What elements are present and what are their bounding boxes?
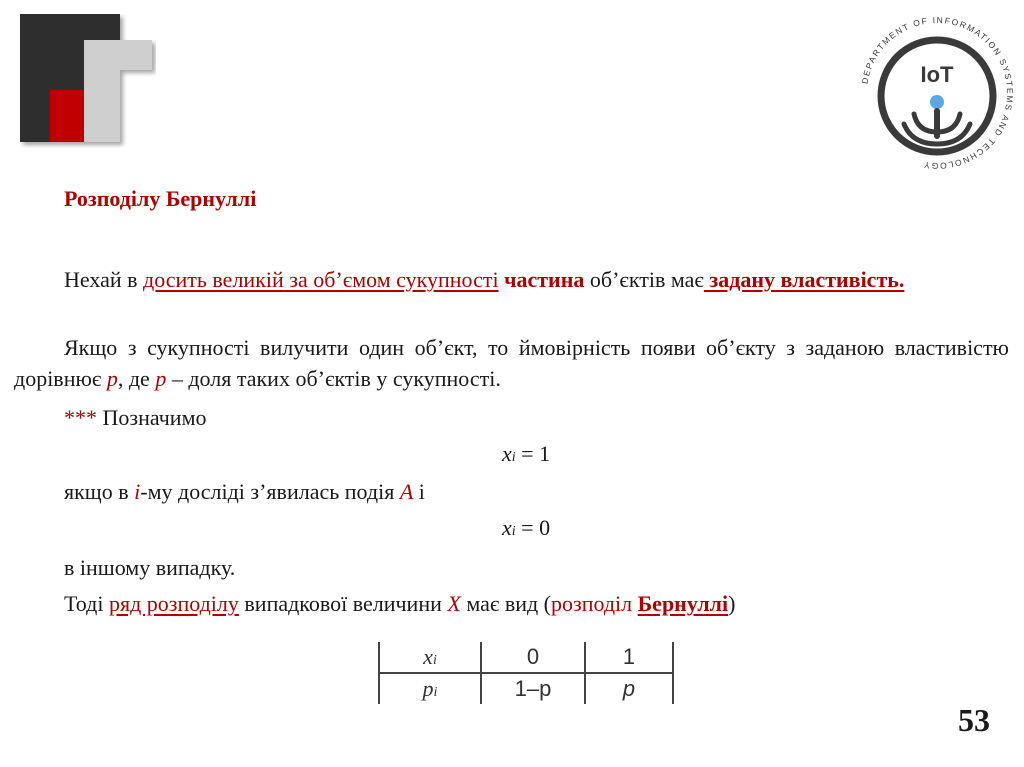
table-cell: 1 [585,642,673,673]
logo-dot-icon [930,95,944,109]
table-cell: 1–p [481,673,585,704]
table-cell: p [585,673,673,704]
formula-xi-equals-0: xi = 0 [502,515,551,540]
slide-title: Розподілу Бернуллі [64,186,257,211]
page-number: 53 [958,702,990,738]
table-cell: pi [379,673,481,704]
table-cell: 0 [481,642,585,673]
paragraph-probability: Якщо з сукупності вилучити один об’єкт, то ймовірність появи об’єкту з заданою властивістю дорівнює р, де р – доля таких об’єктів у сукупності. [14,335,1009,391]
table-row [379,673,673,704]
paragraph-otherwise: в іншому випадку. [64,555,236,580]
table-cell: xi [379,642,481,673]
formula-xi-equals-1: xi = 1 [502,441,551,466]
paragraph-event-occurred: якщо в і-му досліді з’явилась подія А і [64,479,425,504]
logo-iot-text: IoT [920,62,954,87]
paragraph-distribution-series: Тоді ряд розподілу випадкової величини Х має вид (розподіл Бернуллі) [64,591,736,616]
table-row [379,642,673,673]
paragraph-notation: *** Позначимо [64,405,207,430]
distribution-table [378,642,674,704]
ft-logo [20,14,156,148]
paragraph-definition: Нехай в досить великій за об’ємом сукупності частина об’єктів має задану властивість. [64,267,905,292]
logo-ring-text: DEPARTMENT OF INFORMATION SYSTEMS AND TECHNOLOGY [859,14,1016,172]
iot-department-logo [852,8,1022,178]
